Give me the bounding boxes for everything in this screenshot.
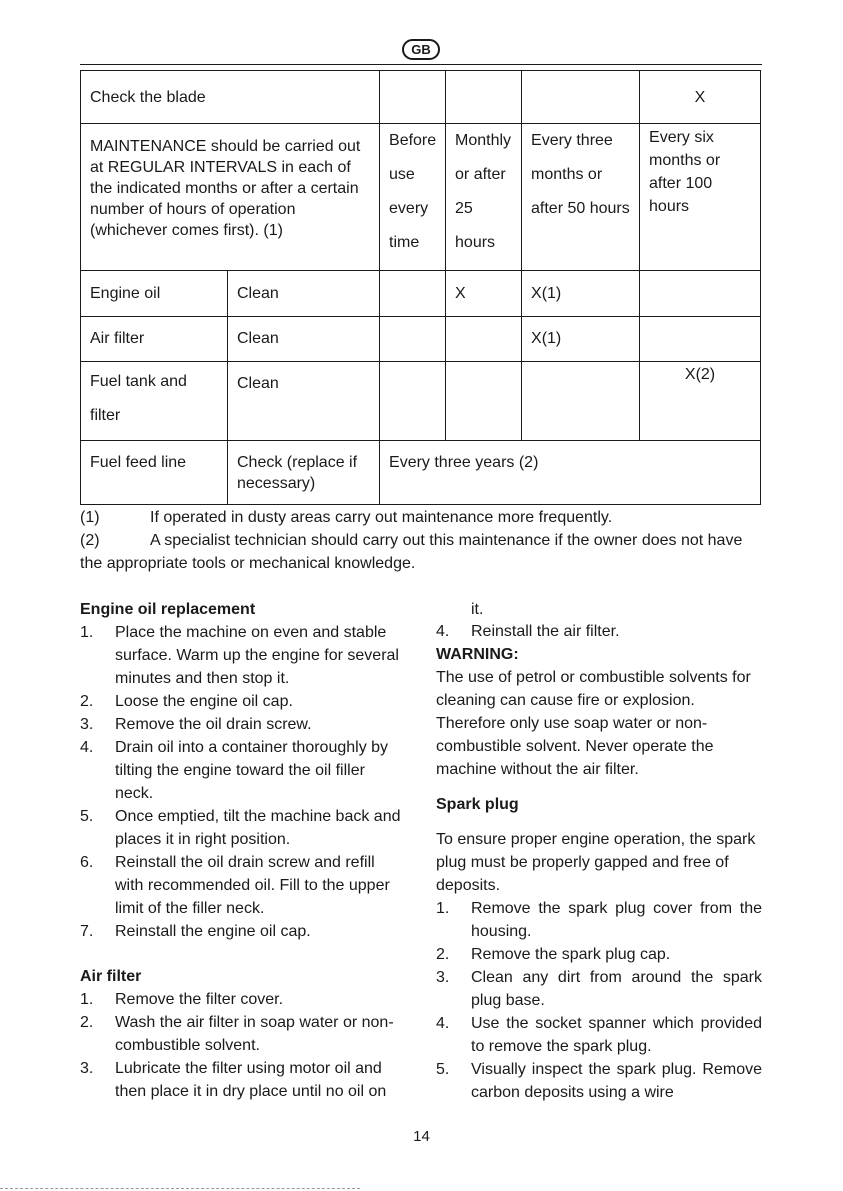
maintenance-table xyxy=(80,70,761,505)
footer-divider xyxy=(0,1188,360,1189)
right-column xyxy=(436,620,762,1104)
list-item: 2. Loose the engine oil cap. xyxy=(80,693,293,710)
list-item: 4. Use the socket spanner which provided to remove the spark plug. xyxy=(436,1015,762,1055)
table-row xyxy=(81,71,761,124)
list-item: 2. Remove the spark plug cap. xyxy=(436,946,671,963)
maintenance-description: MAINTENANCE should be carried out at REGULAR INTERVALS in each of the indicated months or after a certain number of hours of operation (whichever comes first). (1) xyxy=(81,124,380,271)
list-item: 7. Reinstall the engine oil cap. xyxy=(80,923,311,940)
air-filter-steps-continued xyxy=(436,620,762,643)
col-before-use: Before use every time xyxy=(380,124,446,271)
spark-plug-steps xyxy=(436,897,762,1104)
note-2: (2) A specialist technician should carry out this maintenance if the owner does not have xyxy=(80,532,743,549)
language-badge: GB xyxy=(402,39,440,60)
col-monthly: Monthly or after 25 hours xyxy=(446,124,522,271)
list-item: 1. Remove the filter cover. xyxy=(80,991,284,1008)
three-months-cell: X(1) xyxy=(522,317,640,362)
list-item: 4. Reinstall the air filter. xyxy=(436,623,620,640)
table-row xyxy=(81,362,761,441)
monthly-cell: X xyxy=(446,271,522,317)
action-cell: Clean xyxy=(228,271,380,317)
list-item: 6. Reinstall the oil drain screw and refill with recommended oil. Fill to the upper limit of the filler neck. xyxy=(80,854,390,917)
item-cell: Fuel feed line xyxy=(81,441,228,505)
table-row xyxy=(81,271,761,317)
action-cell: Check (replace if necessary) xyxy=(228,441,380,505)
action-cell: Clean xyxy=(228,317,380,362)
list-item: 3. Lubricate the filter using motor oil and then place it in dry place until no oil on xyxy=(80,1060,387,1100)
engine-oil-steps xyxy=(80,621,405,943)
list-item: 1. Remove the spark plug cover from the housing. xyxy=(436,900,762,940)
list-item: 5. Visually inspect the spark plug. Remove carbon deposits using a wire xyxy=(436,1061,762,1101)
list-item: 5. Once emptied, tilt the machine back and places it in right position. xyxy=(80,808,401,848)
warning-text: The use of petrol or combustible solvents for cleaning can cause fire or explosion. Therefore only use soap water or non-combustible solvent. Never operate the machine without the air filter. xyxy=(436,669,751,778)
spark-plug-heading: Spark plug xyxy=(436,796,519,813)
engine-oil-heading: Engine oil replacement xyxy=(80,601,256,618)
warning-heading: WARNING: xyxy=(436,646,519,663)
col-six-months: Every six months or after 100 hours xyxy=(640,124,761,271)
row-label: Check the blade xyxy=(81,71,380,124)
cell-six-months: X xyxy=(640,71,761,124)
list-item: 2. Wash the air filter in soap water or non-combustible solvent. xyxy=(80,1014,394,1054)
table-header-row xyxy=(81,124,761,271)
six-months-cell: X(2) xyxy=(640,362,761,441)
table-notes xyxy=(80,506,760,575)
spark-plug-intro: To ensure proper engine operation, the spark plug must be properly gapped and free of deposits. xyxy=(436,831,756,894)
list-item: 1. Place the machine on even and stable surface. Warm up the engine for several minutes and then stop it. xyxy=(80,624,399,687)
list-item: 3. Clean any dirt from around the spark plug base. xyxy=(436,969,762,1009)
interval-cell: Every three years (2) xyxy=(380,441,761,505)
three-months-cell: X(1) xyxy=(522,271,640,317)
item-cell: Fuel tank and filter xyxy=(81,362,228,441)
page-number: 14 xyxy=(413,1128,430,1145)
note-2-continued: the appropriate tools or mechanical knowledge. xyxy=(80,555,416,572)
air-filter-heading: Air filter xyxy=(80,968,142,985)
air-filter-steps xyxy=(80,988,405,1103)
table-row xyxy=(81,441,761,505)
header-rule xyxy=(80,64,762,65)
note-1: (1) If operated in dusty areas carry out maintenance more frequently. xyxy=(80,509,613,526)
action-cell: Clean xyxy=(228,362,380,441)
col-three-months: Every three months or after 50 hours xyxy=(522,124,640,271)
item-cell: Air filter xyxy=(81,317,228,362)
item-cell: Engine oil xyxy=(81,271,228,317)
air-filter-step3-continued: it. xyxy=(471,601,484,618)
left-column xyxy=(80,598,405,1103)
list-item: 4. Drain oil into a container thoroughly by tilting the engine toward the oil filler neck. xyxy=(80,739,389,802)
list-item: 3. Remove the oil drain screw. xyxy=(80,716,312,733)
table-row xyxy=(81,317,761,362)
